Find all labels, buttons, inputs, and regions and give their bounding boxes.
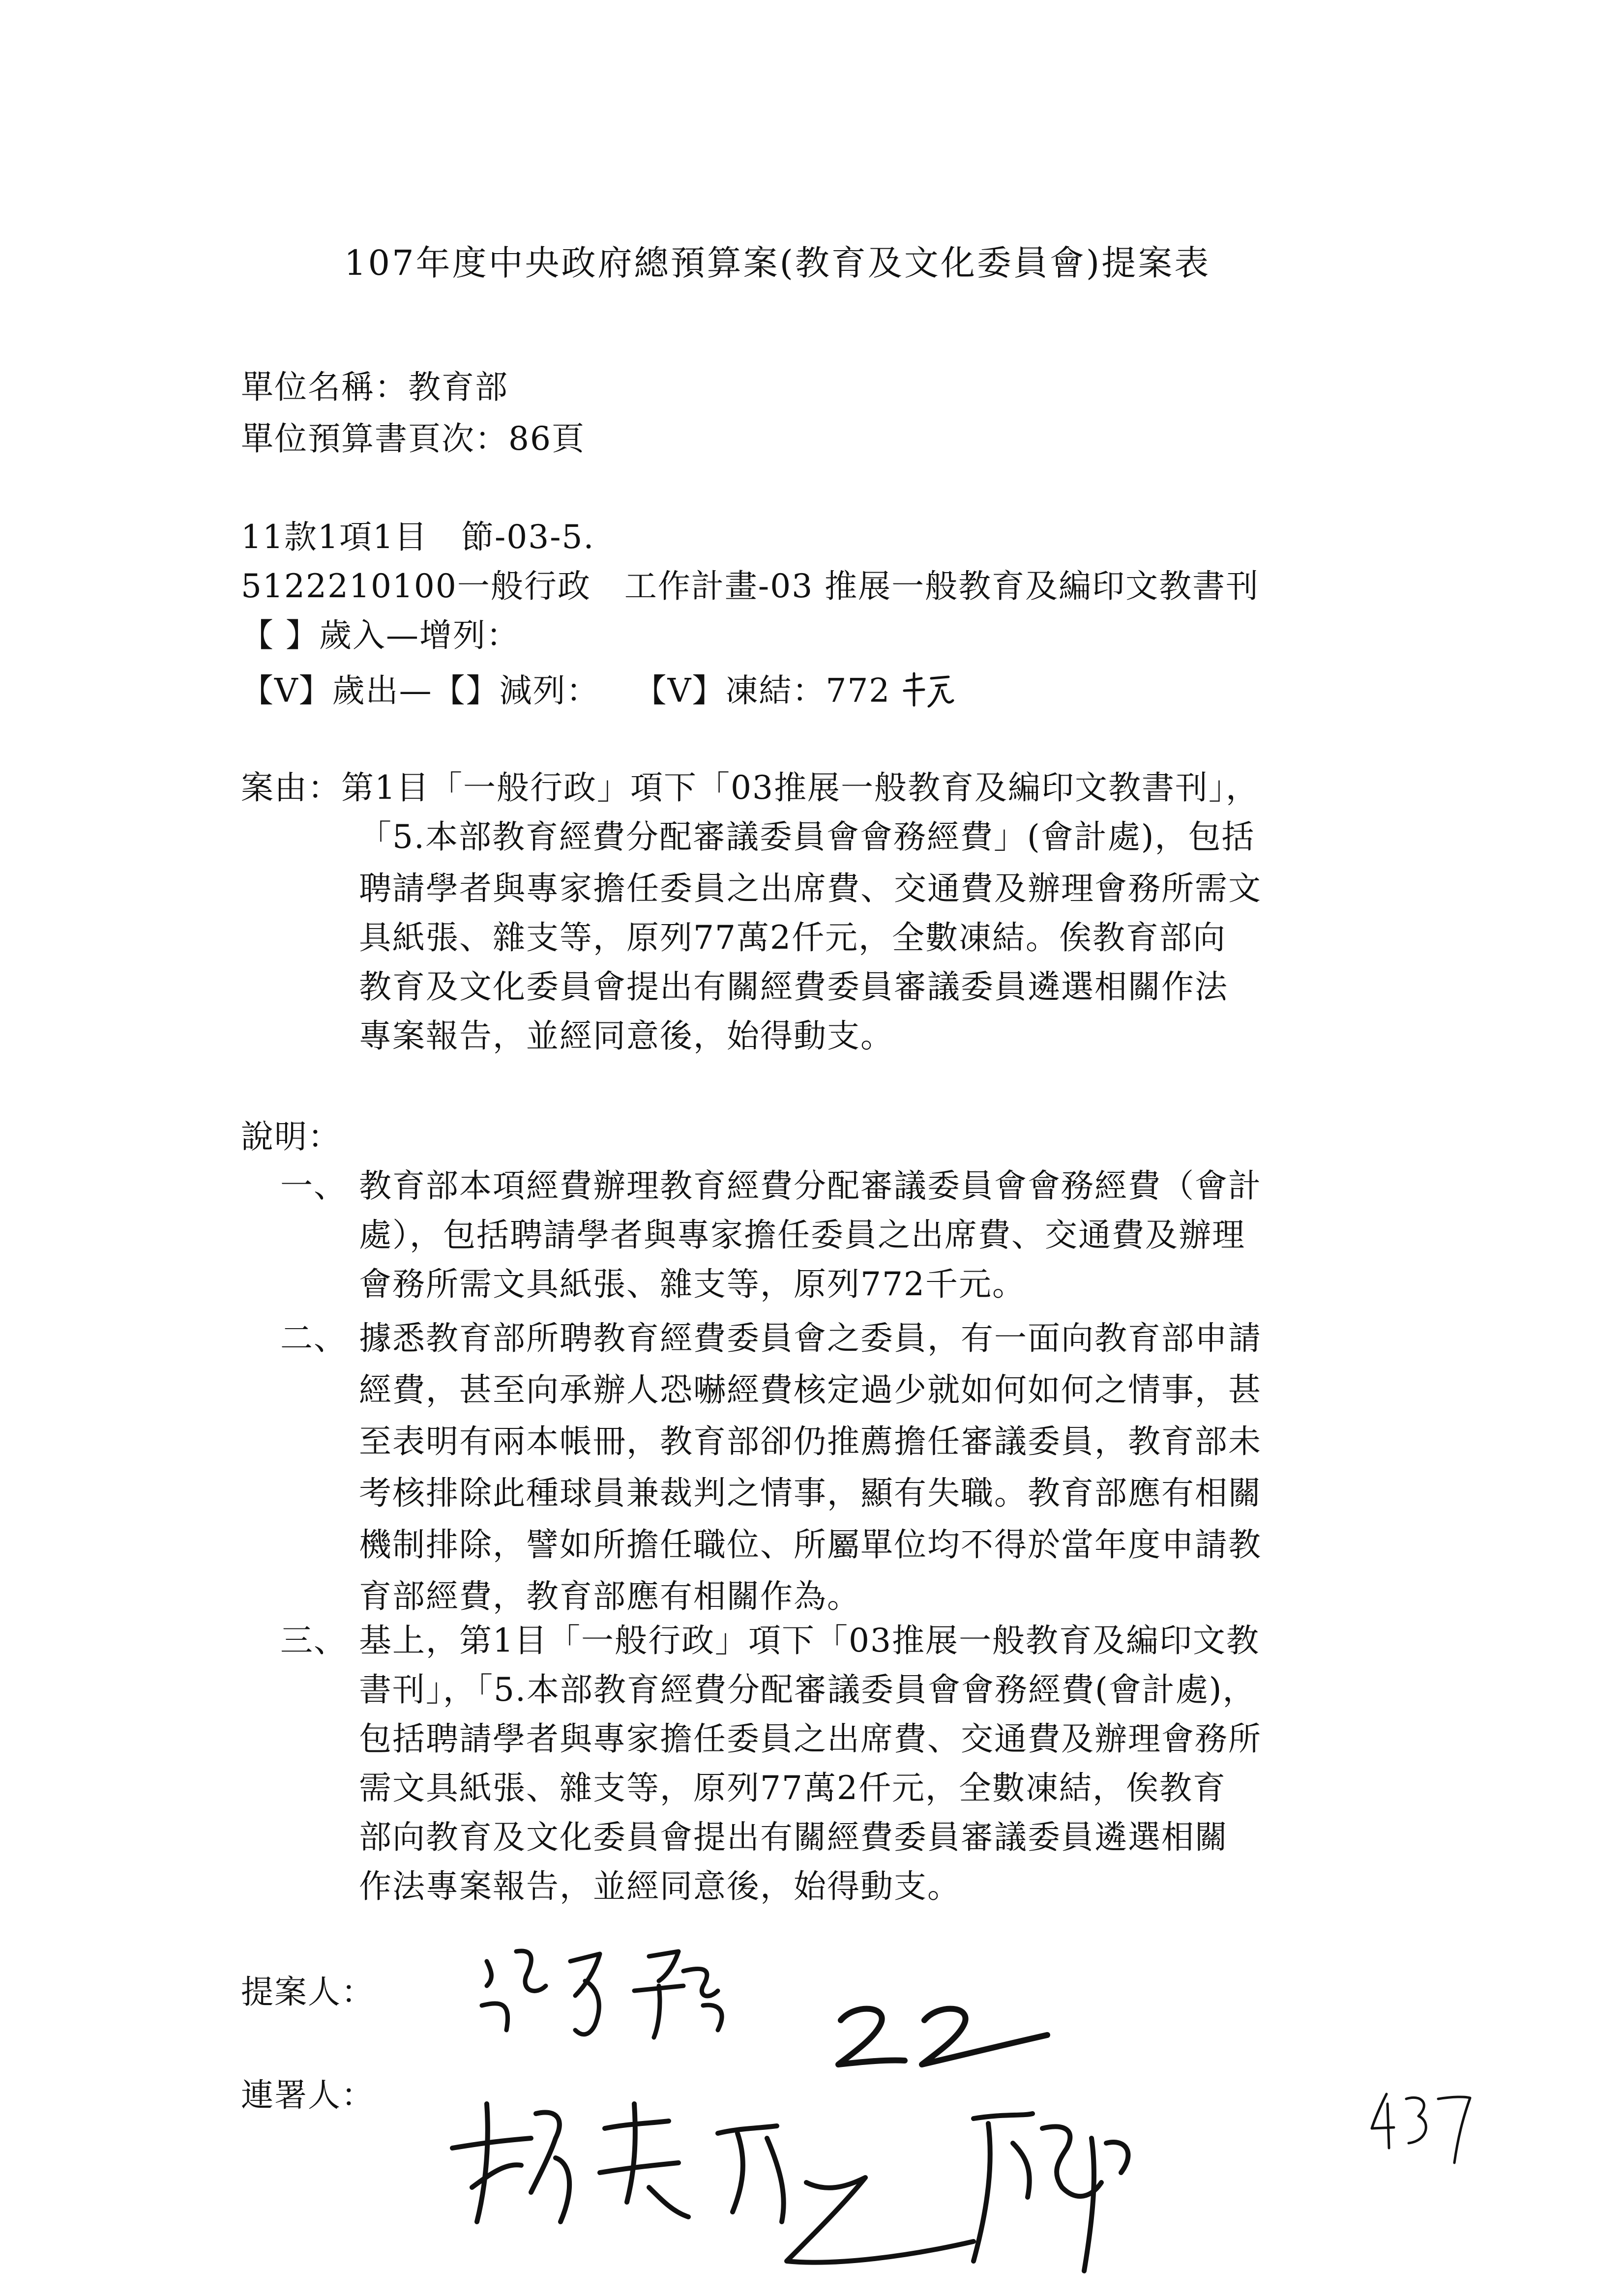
item-number: 一、: [280, 1167, 347, 1205]
unit-name: 單位名稱：教育部: [241, 368, 508, 406]
reason-line: 專案報告，並經同意後，始得動支。: [359, 1017, 894, 1055]
reason-line: 具紙張、雜支等，原列77萬2仟元，全數凍結。俟教育部向: [359, 919, 1226, 957]
item-line: 考核排除此種球員兼裁判之情事，顯有失職。教育部應有相關: [359, 1474, 1262, 1512]
item-line: 需文具紙張、雜支等，原列77萬2仟元，全數凍結，俟教育: [359, 1769, 1226, 1807]
item-line: 據悉教育部所聘教育經費委員會之委員，有一面向教育部申請: [359, 1319, 1262, 1357]
item-line: 經費，甚至向承辦人恐嚇經費核定過少就如何如何之情事，甚: [359, 1371, 1262, 1409]
handwritten-number-22: [831, 1996, 1067, 2084]
proposer-label: 提案人：: [241, 1973, 375, 2011]
item-line: 包括聘請學者與專家擔任委員之出席費、交通費及辦理會務所: [359, 1720, 1262, 1758]
handwritten-unit: [902, 671, 956, 716]
item-line: 會務所需文具紙張、雜支等，原列772千元。: [359, 1265, 1026, 1303]
item-line: 部向教育及文化委員會提出有關經費委員審議委員遴選相關: [359, 1818, 1228, 1856]
item-line: 機制排除，譬如所擔任職位、所屬單位均不得於當年度申請教: [359, 1526, 1262, 1564]
item-line: 育部經費，教育部應有相關作為。: [359, 1577, 860, 1615]
document-title: 107年度中央政府總預算案(教育及文化委員會)提案表: [344, 243, 1211, 283]
reason-line: 「5.本部教育經費分配審議委員會會務經費」(會計處)，包括: [359, 818, 1255, 856]
item-line: 書刊」，「5.本部教育經費分配審議委員會會務經費(會計處)，: [359, 1671, 1256, 1709]
item-line: 處），包括聘請學者與專家擔任委員之出席費、交通費及辦理: [359, 1216, 1245, 1254]
item-line: 至表明有兩本帳冊，教育部卻仍推薦擔任審議委員，教育部未: [359, 1423, 1262, 1460]
proposer-signature: [472, 1932, 777, 2050]
explanation-heading: 說明：: [241, 1118, 341, 1156]
reason-line: 教育及文化委員會提出有關經費委員審議委員遴選相關作法: [359, 968, 1228, 1006]
cosigner-signatures: [443, 2074, 1278, 2286]
program-line: 5122210100一般行政 工作計畫-03 推展一般教育及編印文教書刊: [241, 567, 1260, 605]
item-number: 二、: [280, 1319, 347, 1357]
cosigner-label: 連署人：: [241, 2076, 375, 2114]
page-mark-437: [1367, 2084, 1475, 2168]
reason-line: 案由：第1目「一般行政」項下「03推展一般教育及編印文教書刊」，: [241, 769, 1259, 807]
expense-freeze-line: [241, 671, 956, 716]
expense-freeze-text: 【V】歲出—【】減列： 【V】凍結：772: [241, 671, 891, 710]
section-code: 11款1項1目 節-03-5.: [241, 518, 595, 556]
item-line: 基上，第1目「一般行政」項下「03推展一般教育及編印文教: [359, 1622, 1260, 1659]
budget-page-number: 單位預算書頁次：86頁: [241, 420, 585, 458]
item-line: 教育部本項經費辦理教育經費分配審議委員會會務經費（會計: [359, 1167, 1262, 1205]
item-line: 作法專案報告，並經同意後，始得動支。: [359, 1867, 961, 1905]
reason-line: 聘請學者與專家擔任委員之出席費、交通費及辦理會務所需文: [359, 870, 1262, 907]
revenue-line: 【 】歲入—增列：: [241, 616, 520, 654]
item-number: 三、: [280, 1622, 347, 1659]
